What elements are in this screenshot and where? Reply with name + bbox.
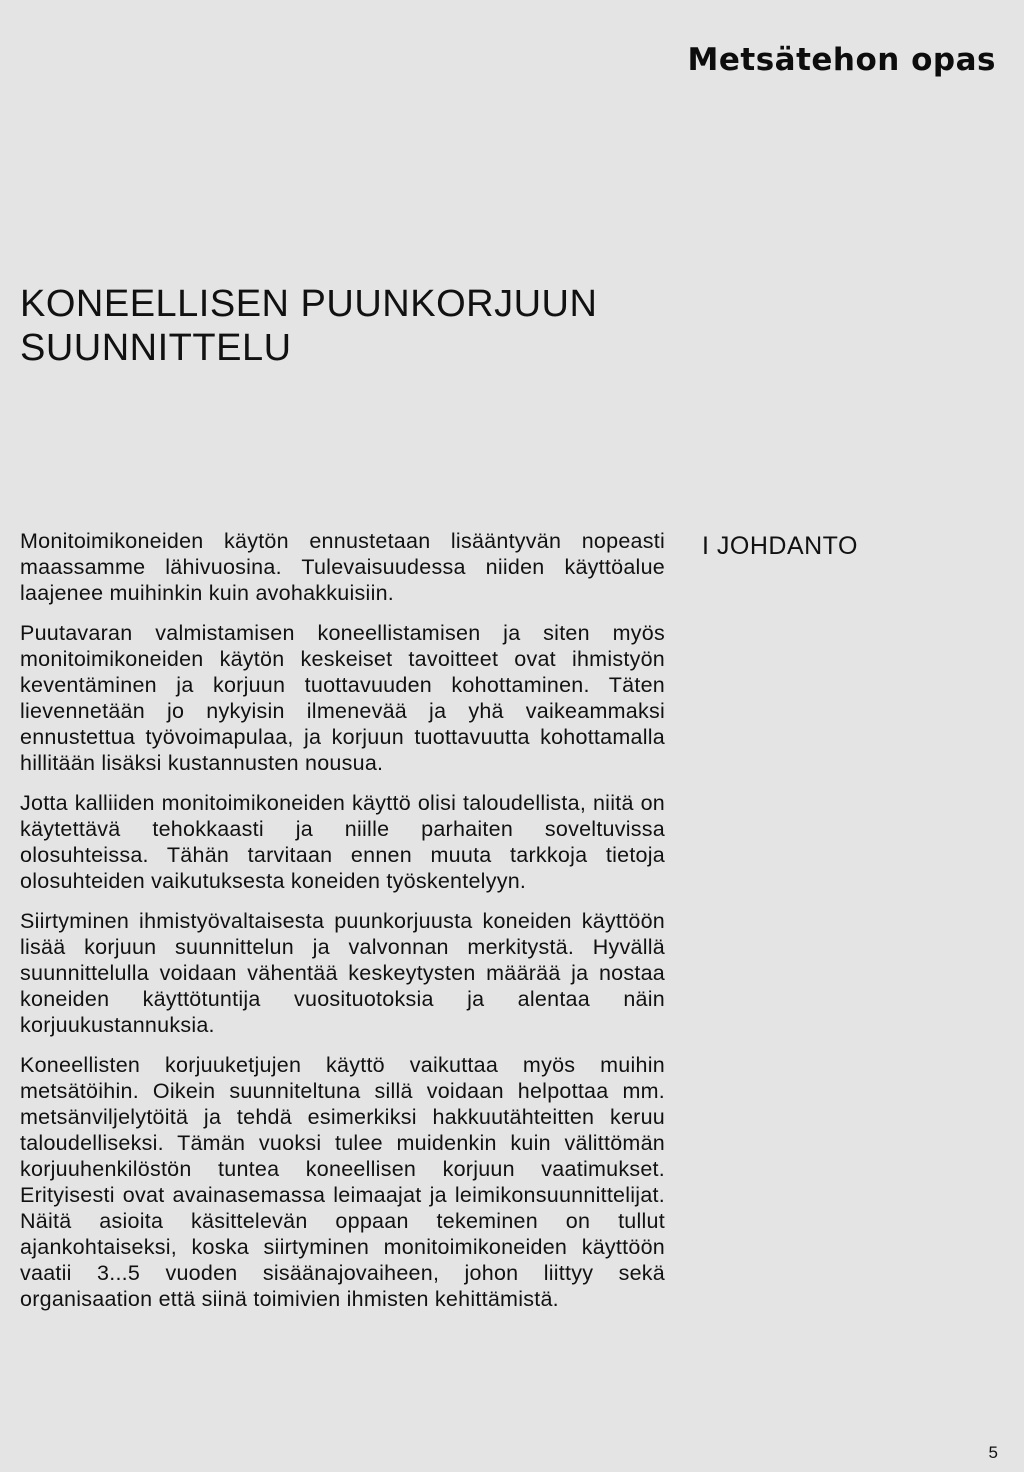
paragraph-3: Jotta kalliiden monitoimikoneiden käyttö olisi taloudellista, niitä on käytettävä tehokkaasti ja niille parhaiten soveltuvissa olosuhteissa. Tähän tarvitaan ennen muuta tarkkoja tietoja olosuhteiden vaikutuksesta koneiden työskentelyyn.: [20, 791, 665, 893]
paragraph-4: Siirtyminen ihmistyövaltaisesta puunkorjuusta koneiden käyttöön lisää korjuun suunnittelun ja valvonnan merkitystä. Hyvällä suunnittelulla voidaan vähentää keskeytysten määrää ja nostaa koneiden käyttötuntija vuosituotoksia ja alentaa näin korjuukustannuksia.: [20, 909, 665, 1037]
document-title: [20, 282, 597, 370]
paragraph-5: Koneellisten korjuuketjujen käyttö vaikuttaa myös muihin metsätöihin. Oikein suunniteltuna sillä voidaan helpottaa mm. metsänviljelytöitä ja tehdä esimerkiksi hakkuutähteitten keruu taloudelliseksi. Tämän vuoksi tulee muidenkin kuin välittömän korjuuhenkilöstön tuntea koneellisen korjuun vaatimukset. Erityisesti ovat avainasemassa leimaajat ja leimikonsuunnittelijat. Näitä asioita käsittelevän oppaan tekeminen on tullut ajankohtaiseksi, koska siirtyminen monitoimikoneiden käyttöön vaatii 3...5 vuoden sisäänajovaiheen, johon liittyy sekä organisaation että siinä toimivien ihmisten kehittämistä.: [20, 1053, 665, 1311]
series-logo: Metsätehon opas: [687, 42, 996, 78]
document-title-line-1: KONEELLISEN PUUNKORJUUN: [20, 283, 598, 325]
page-number: 5: [988, 1443, 998, 1462]
body-text: [20, 528, 665, 1326]
paragraph-1: Monitoimikoneiden käytön ennustetaan lisääntyvän nopeasti maassamme lähivuosina. Tulevaisuudessa niiden käyttöalue laajenee muihinkin kuin avohakkuisiin.: [20, 529, 665, 605]
paragraph-2: Puutavaran valmistamisen koneellistamisen ja siten myös monitoimikoneiden käytön keskeiset tavoitteet ovat ihmistyön keventäminen ja korjuun tuottavuuden kohottaminen. Täten lievennetään jo nykyisin ilmenevää ja yhä vaikeammaksi ennustettua työvoimapulaa, ja korjuun tuottavuutta kohottamalla hillitään lisäksi kustannusten nousua.: [20, 621, 665, 775]
section-heading: I JOHDANTO: [702, 532, 858, 560]
document-title-line-2: SUUNNITTELU: [20, 327, 292, 369]
